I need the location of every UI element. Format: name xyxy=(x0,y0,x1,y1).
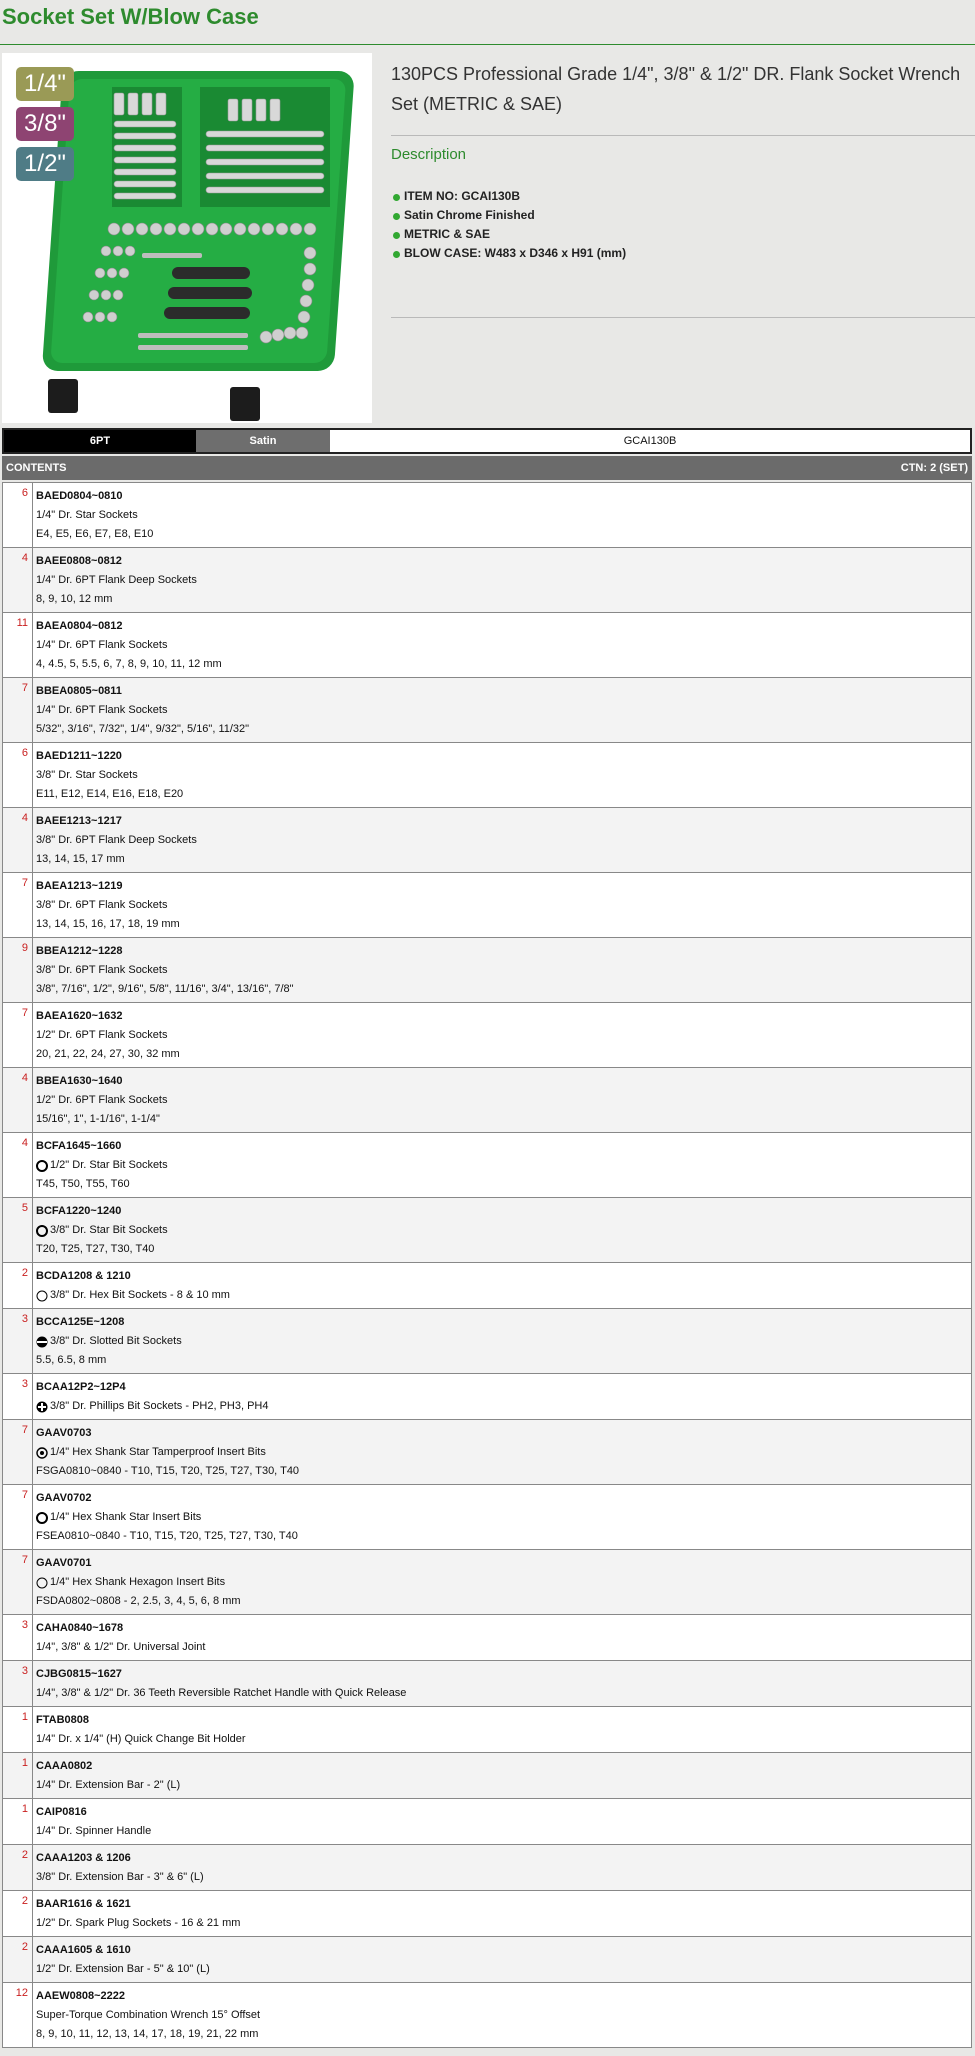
item-text: 3/8", 7/16", 1/2", 9/16", 5/8", 11/16", 3/4", 13/16", 7/8" xyxy=(36,983,294,995)
item-code: BCCA125E~1208 xyxy=(36,1316,125,1328)
tag-item-code: GCAI130B xyxy=(330,430,970,452)
item-text: 3/8" Dr. 6PT Flank Sockets xyxy=(36,899,168,911)
item-description xyxy=(36,1776,971,1795)
star-bit-icon xyxy=(36,1512,50,1524)
item-details xyxy=(33,938,971,1002)
star-bit-icon xyxy=(36,1225,50,1237)
item-details xyxy=(33,1845,971,1890)
item-code: GAAV0701 xyxy=(36,1557,92,1569)
product-hero xyxy=(0,53,975,425)
item-quantity: 7 xyxy=(3,1485,33,1549)
item-quantity: 5 xyxy=(3,1198,33,1262)
product-name: 130PCS Professional Grade 1/4", 3/8" & 1/2" DR. Flank Socket Wrench Set (METRIC & SAE) xyxy=(391,64,961,114)
table-row xyxy=(2,1661,972,1707)
item-details xyxy=(33,1550,971,1614)
item-code: BAEA0804~0812 xyxy=(36,620,123,632)
item-description xyxy=(36,1573,971,1592)
item-quantity: 2 xyxy=(3,1937,33,1982)
table-row xyxy=(2,1420,972,1485)
item-details xyxy=(33,1485,971,1549)
hex-bit-icon xyxy=(36,1577,50,1589)
item-code: CAAA0802 xyxy=(36,1760,93,1772)
item-details xyxy=(33,1309,971,1373)
spec-list xyxy=(391,187,975,263)
item-details xyxy=(33,1937,971,1982)
contents-header xyxy=(2,456,972,480)
item-description xyxy=(36,1156,971,1175)
item-text: 8, 9, 10, 11, 12, 13, 14, 17, 18, 19, 21, 22 mm xyxy=(36,2028,259,2040)
item-quantity: 7 xyxy=(3,678,33,742)
item-code: CAAA1203 & 1206 xyxy=(36,1852,131,1864)
item-text: 1/4" Dr. Spinner Handle xyxy=(36,1825,152,1837)
item-text: 1/4" Hex Shank Star Insert Bits xyxy=(50,1511,202,1523)
tag-bar xyxy=(2,428,972,454)
item-details xyxy=(33,1615,971,1660)
item-description xyxy=(36,1026,971,1045)
item-text: 1/4" Dr. 6PT Flank Sockets xyxy=(36,639,168,651)
item-quantity: 1 xyxy=(3,1707,33,1752)
item-text: 1/2" Dr. 6PT Flank Sockets xyxy=(36,1094,168,1106)
table-row xyxy=(2,1753,972,1799)
item-text: 1/4" Hex Shank Star Tamperproof Insert Bits xyxy=(50,1446,266,1458)
item-text: E4, E5, E6, E7, E8, E10 xyxy=(36,528,154,540)
item-description xyxy=(36,1684,971,1703)
item-quantity: 2 xyxy=(3,1845,33,1890)
item-details xyxy=(33,678,971,742)
spec-item: METRIC & SAE xyxy=(391,225,975,244)
item-details xyxy=(33,1198,971,1262)
item-code: CAAA1605 & 1610 xyxy=(36,1944,131,1956)
item-text: 3/8" Dr. Extension Bar - 3" & 6" (L) xyxy=(36,1871,204,1883)
item-code: FTAB0808 xyxy=(36,1714,89,1726)
item-quantity: 4 xyxy=(3,1133,33,1197)
item-text: 1/4" Dr. Star Sockets xyxy=(36,509,138,521)
item-code: CAIP0816 xyxy=(36,1806,87,1818)
item-quantity: 6 xyxy=(3,743,33,807)
table-row xyxy=(2,1068,972,1133)
product-image[interactable] xyxy=(2,53,372,423)
item-text: 1/2" Dr. Star Bit Sockets xyxy=(50,1159,168,1171)
item-text: 5/32", 3/16", 7/32", 1/4", 9/32", 5/16", 11/32" xyxy=(36,723,250,735)
item-description xyxy=(36,1822,971,1841)
table-row xyxy=(2,1799,972,1845)
item-code: BCFA1645~1660 xyxy=(36,1140,122,1152)
item-code: BBEA0805~0811 xyxy=(36,685,122,697)
item-sizes xyxy=(36,2025,971,2044)
item-description xyxy=(36,506,971,525)
table-row xyxy=(2,613,972,678)
item-quantity: 2 xyxy=(3,1263,33,1308)
spec-item: ITEM NO: GCAI130B xyxy=(391,187,975,206)
item-quantity: 7 xyxy=(3,1003,33,1067)
table-row xyxy=(2,1309,972,1374)
item-description xyxy=(36,1091,971,1110)
item-code: BAEE0808~0812 xyxy=(36,555,122,567)
item-quantity: 11 xyxy=(3,613,33,677)
table-row xyxy=(2,1263,972,1309)
spec-item: BLOW CASE: W483 x D346 x H91 (mm) xyxy=(391,244,975,263)
item-code: BAEA1213~1219 xyxy=(36,880,123,892)
item-text: FSGA0810~0840 - T10, T15, T20, T25, T27, T30, T40 xyxy=(36,1465,300,1477)
table-row xyxy=(2,1198,972,1263)
item-description xyxy=(36,1397,971,1416)
item-details xyxy=(33,1133,971,1197)
item-text: 3/8" Dr. Hex Bit Sockets - 8 & 10 mm xyxy=(50,1289,230,1301)
carton-count: CTN: 2 (SET) xyxy=(900,462,968,474)
item-quantity: 4 xyxy=(3,548,33,612)
item-code: CJBG0815~1627 xyxy=(36,1668,122,1680)
info-divider xyxy=(391,135,975,136)
item-text: 1/4" Hex Shank Hexagon Insert Bits xyxy=(50,1576,226,1588)
item-details xyxy=(33,1003,971,1067)
table-row xyxy=(2,938,972,1003)
title-divider xyxy=(0,44,975,45)
item-text: 1/2" Dr. Extension Bar - 5" & 10" (L) xyxy=(36,1963,210,1975)
item-text: 1/2" Dr. Spark Plug Sockets - 16 & 21 mm xyxy=(36,1917,241,1929)
info-divider-bottom xyxy=(391,317,975,318)
item-sizes xyxy=(36,785,971,804)
item-code: BBEA1212~1228 xyxy=(36,945,123,957)
item-code: BAAR1616 & 1621 xyxy=(36,1898,131,1910)
table-row xyxy=(2,482,972,548)
item-code: BAEE1213~1217 xyxy=(36,815,122,827)
item-text: 1/4", 3/8" & 1/2" Dr. Universal Joint xyxy=(36,1641,206,1653)
item-text: 13, 14, 15, 16, 17, 18, 19 mm xyxy=(36,918,180,930)
spec-item: Satin Chrome Finished xyxy=(391,206,975,225)
item-sizes xyxy=(36,525,971,544)
table-row xyxy=(2,743,972,808)
item-details xyxy=(33,1707,971,1752)
item-quantity: 1 xyxy=(3,1799,33,1844)
item-text: T20, T25, T27, T30, T40 xyxy=(36,1243,155,1255)
drive-badge-quarter: 1/4" xyxy=(16,67,74,101)
item-quantity: 3 xyxy=(3,1309,33,1373)
table-row xyxy=(2,678,972,743)
drive-badge-three-eighths: 3/8" xyxy=(16,107,74,141)
item-details xyxy=(33,743,971,807)
item-text: 4, 4.5, 5, 5.5, 6, 7, 8, 9, 10, 11, 12 mm xyxy=(36,658,222,670)
item-code: BAED0804~0810 xyxy=(36,490,123,502)
phillips-bit-icon xyxy=(36,1401,50,1413)
item-text: 1/4" Dr. 6PT Flank Deep Sockets xyxy=(36,574,197,586)
table-row xyxy=(2,1707,972,1753)
item-text: 5.5, 6.5, 8 mm xyxy=(36,1354,107,1366)
item-text: 3/8" Dr. Phillips Bit Sockets - PH2, PH3, PH4 xyxy=(50,1400,269,1412)
item-text: 20, 21, 22, 24, 27, 30, 32 mm xyxy=(36,1048,180,1060)
item-quantity: 4 xyxy=(3,808,33,872)
item-description xyxy=(36,831,971,850)
item-text: T45, T50, T55, T60 xyxy=(36,1178,130,1190)
item-description xyxy=(36,766,971,785)
item-quantity: 4 xyxy=(3,1068,33,1132)
item-text: FSEA0810~0840 - T10, T15, T20, T25, T27, T30, T40 xyxy=(36,1530,298,1542)
item-sizes xyxy=(36,915,971,934)
slotted-bit-icon xyxy=(36,1336,50,1348)
drive-badge-half: 1/2" xyxy=(16,147,74,181)
item-text: 1/4" Dr. 6PT Flank Sockets xyxy=(36,704,168,716)
table-row xyxy=(2,1550,972,1615)
star-bit-icon xyxy=(36,1160,50,1172)
item-details xyxy=(33,1799,971,1844)
item-text: 3/8" Dr. 6PT Flank Deep Sockets xyxy=(36,834,197,846)
table-row xyxy=(2,1485,972,1550)
item-text: 8, 9, 10, 12 mm xyxy=(36,593,113,605)
item-sizes xyxy=(36,655,971,674)
item-code: BAEA1620~1632 xyxy=(36,1010,123,1022)
item-quantity: 2 xyxy=(3,1891,33,1936)
item-text: 1/4" Dr. Extension Bar - 2" (L) xyxy=(36,1779,181,1791)
item-code: AAEW0808~2222 xyxy=(36,1990,125,2002)
item-details xyxy=(33,483,971,547)
item-code: BCAA12P2~12P4 xyxy=(36,1381,126,1393)
item-details xyxy=(33,1420,971,1484)
item-description xyxy=(36,896,971,915)
item-description xyxy=(36,1508,971,1527)
item-text: Super-Torque Combination Wrench 15° Offset xyxy=(36,2009,261,2021)
item-quantity: 7 xyxy=(3,873,33,937)
item-quantity: 3 xyxy=(3,1374,33,1419)
contents-list xyxy=(2,482,972,2048)
item-text: 13, 14, 15, 17 mm xyxy=(36,853,125,865)
item-code: BCDA1208 & 1210 xyxy=(36,1270,131,1282)
item-sizes xyxy=(36,1175,971,1194)
item-sizes xyxy=(36,1462,971,1481)
table-row xyxy=(2,1374,972,1420)
item-sizes xyxy=(36,1110,971,1129)
item-details xyxy=(33,548,971,612)
item-description xyxy=(36,1730,971,1749)
table-row xyxy=(2,1133,972,1198)
item-description xyxy=(36,1221,971,1240)
item-code: BBEA1630~1640 xyxy=(36,1075,123,1087)
item-code: GAAV0703 xyxy=(36,1427,92,1439)
table-row xyxy=(2,1983,972,2048)
item-sizes xyxy=(36,590,971,609)
item-text: 3/8" Dr. 6PT Flank Sockets xyxy=(36,964,168,976)
item-code: BAED1211~1220 xyxy=(36,750,122,762)
page-title: Socket Set W/Blow Case xyxy=(2,4,259,29)
item-description xyxy=(36,571,971,590)
tag-finish: Satin xyxy=(196,430,330,452)
item-description xyxy=(36,2006,971,2025)
item-description xyxy=(36,1868,971,1887)
item-sizes xyxy=(36,1527,971,1546)
item-description xyxy=(36,1914,971,1933)
table-row xyxy=(2,873,972,938)
item-text: 3/8" Dr. Star Bit Sockets xyxy=(50,1224,168,1236)
item-text: 1/4", 3/8" & 1/2" Dr. 36 Teeth Reversible Ratchet Handle with Quick Release xyxy=(36,1687,407,1699)
item-description xyxy=(36,1638,971,1657)
item-description xyxy=(36,1286,971,1305)
item-description xyxy=(36,1443,971,1462)
hex-bit-icon xyxy=(36,1290,50,1302)
item-description xyxy=(36,1332,971,1351)
item-quantity: 3 xyxy=(3,1661,33,1706)
item-text: 15/16", 1", 1-1/16", 1-1/4" xyxy=(36,1113,160,1125)
item-details xyxy=(33,808,971,872)
item-details xyxy=(33,1753,971,1798)
item-text: E11, E12, E14, E16, E18, E20 xyxy=(36,788,184,800)
item-quantity: 12 xyxy=(3,1983,33,2047)
item-text: 1/2" Dr. 6PT Flank Sockets xyxy=(36,1029,168,1041)
item-description xyxy=(36,961,971,980)
item-details xyxy=(33,1374,971,1419)
table-row xyxy=(2,808,972,873)
item-code: BCFA1220~1240 xyxy=(36,1205,122,1217)
contents-label: CONTENTS xyxy=(6,462,67,474)
item-details xyxy=(33,1983,971,2047)
item-quantity: 1 xyxy=(3,1753,33,1798)
table-row xyxy=(2,548,972,613)
item-details xyxy=(33,613,971,677)
item-code: CAHA0840~1678 xyxy=(36,1622,124,1634)
table-row xyxy=(2,1615,972,1661)
item-text: 3/8" Dr. Slotted Bit Sockets xyxy=(50,1335,182,1347)
item-description xyxy=(36,636,971,655)
item-description xyxy=(36,701,971,720)
item-sizes xyxy=(36,1351,971,1370)
item-details xyxy=(33,1263,971,1308)
item-details xyxy=(33,1661,971,1706)
item-details xyxy=(33,1891,971,1936)
item-text: FSDA0802~0808 - 2, 2.5, 3, 4, 5, 6, 8 mm xyxy=(36,1595,241,1607)
item-sizes xyxy=(36,850,971,869)
item-text: 1/4" Dr. x 1/4" (H) Quick Change Bit Holder xyxy=(36,1733,246,1745)
item-sizes xyxy=(36,720,971,739)
tamperproof-star-icon xyxy=(36,1447,50,1459)
item-quantity: 9 xyxy=(3,938,33,1002)
table-row xyxy=(2,1891,972,1937)
description-heading: Description xyxy=(391,146,467,163)
item-code: GAAV0702 xyxy=(36,1492,92,1504)
table-row xyxy=(2,1845,972,1891)
item-text: 3/8" Dr. Star Sockets xyxy=(36,769,138,781)
item-sizes xyxy=(36,1045,971,1064)
item-description xyxy=(36,1960,971,1979)
table-row xyxy=(2,1937,972,1983)
item-quantity: 7 xyxy=(3,1420,33,1484)
item-quantity: 3 xyxy=(3,1615,33,1660)
table-row xyxy=(2,1003,972,1068)
item-sizes xyxy=(36,980,971,999)
item-sizes xyxy=(36,1592,971,1611)
item-quantity: 7 xyxy=(3,1550,33,1614)
product-info xyxy=(391,53,975,318)
item-details xyxy=(33,873,971,937)
item-details xyxy=(33,1068,971,1132)
tag-point-type: 6PT xyxy=(4,430,196,452)
item-sizes xyxy=(36,1240,971,1259)
item-quantity: 6 xyxy=(3,483,33,547)
